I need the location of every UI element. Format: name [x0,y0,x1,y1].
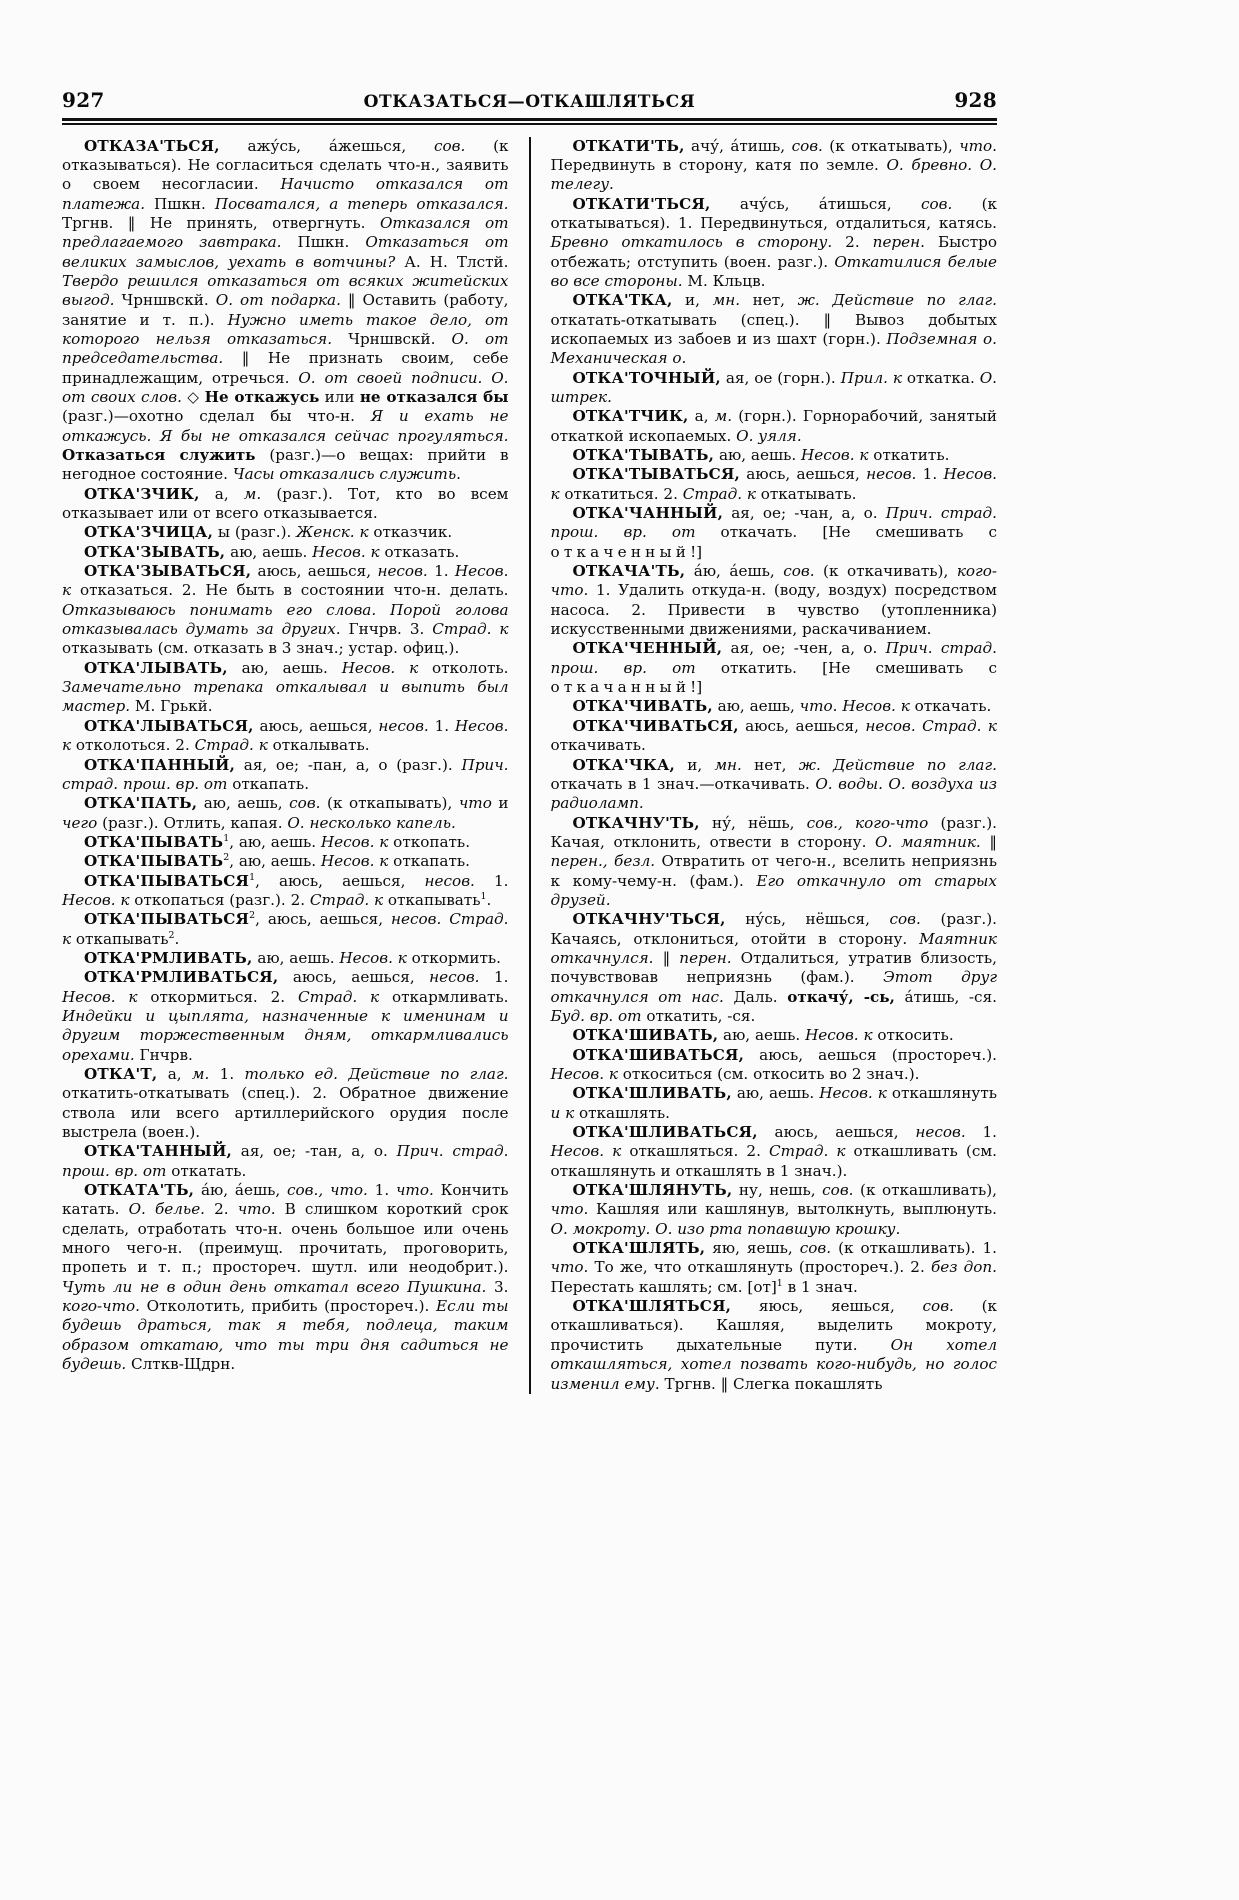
dictionary-entry: ОТКАТИ'ТЬСЯ, ачу́сь, а́тишься, сов. (к откатываться). 1. Передвинуться, отдалиться, катясь. Бревно откатилось в сторону. 2. перен. Быстро отбежать; отступить (воен. разг.). Откатилися белые во все стороны. М. Кльцв. [550,194,997,290]
headword: ОТКАЧНУ'ТЬСЯ, [572,910,726,929]
headword: ОТКАЧНУ'ТЬ, [572,813,700,832]
dictionary-entry: ОТКА'ЧКА, и, мн. нет, ж. Действие по глаг. откачать в 1 знач.—откачивать. О. воды. О. воздуха из радиоламп. [550,755,998,813]
headword: ОТКА'ЗЫВАТЬСЯ, [84,562,252,581]
headword: ОТКА'ТЫВАТЬ, [572,446,715,464]
dictionary-entry: ОТКА'ЧАННЫЙ, ая, ое; -чан, а, о. Прич. страд. прош. вр. от откачать. [Не смешивать с откаченный!] [550,504,997,561]
headword: ОТКА'ШИВАТЬСЯ, [572,1045,745,1064]
dictionary-entry: ОТКАЧНУ'ТЬСЯ, ну́сь, нёшься, сов. (разг.). Качаясь, отклониться, отойти в сторону. Маятник откачнулся. ‖ перен. Отдалиться, утратив близость, почувствовав неприязнь (фам.). Этот друг откачнулся от нас. Даль. откачу́, -сь, а́тишь, -ся. Буд. вр. от откатить, -ся. [550,910,998,1025]
rule-thin [62,123,997,125]
dictionary-entry: ОТКА'ПАТЬ, аю, аешь, сов. (к откапывать), что и чего (разг.). Отлить, капая. О. несколько капель. [62,794,509,832]
dictionary-entry: ОТКАТИ'ТЬ, ачу́, а́тишь, сов. (к откатывать), что. Передвинуть в сторону, катя по земле. О. бревно. О. телегу. [550,136,998,194]
column-left [62,137,529,1394]
headword: ОТКА'ПАТЬ, [84,794,198,813]
letterspaced-note: откачанный [550,678,691,697]
dictionary-entry: ОТКА'ШЛЯТЬ, яю, яешь, сов. (к откашливать). 1. что. То же, что откашлянуть (простореч.). 2. без доп. Перестать кашлять; см. [от]$^1$ в 1 знач. [550,1239,998,1296]
headword: ОТКАЗА'ТЬСЯ, [84,136,220,155]
column-right [541,137,998,1394]
headword: ОТКА'ПЫВАТЬ [84,832,224,851]
folio-left: 927 [62,88,105,112]
header-rule [62,118,997,125]
dictionary-entry: ОТКА'ШЛИВАТЬ, аю, аешь. Несов. к откашлянуть и к откашлять. [550,1084,997,1122]
headword: ОТКА'ЗЫВАТЬ, [84,542,226,561]
headword: ОТКА'ТЧИК, [572,407,689,426]
headword: ОТКАТИ'ТЬСЯ, [572,194,711,213]
dictionary-entry: ОТКА'Т, а, м. 1. только ед. Действие по глаг. откатить-откатывать (спец.). 2. Обратное движение ствола или всего артиллерийского орудия после выстрела (воен.). [62,1065,509,1142]
dictionary-entry: ОТКА'ЗЫВАТЬ, аю, аешь. Несов. к отказать. [84,542,460,561]
headword: ОТКА'ТКА, [572,291,673,310]
headword: ОТКА'ПЫВАТЬСЯ [84,871,250,890]
headword: ОТКА'ШЛИВАТЬ, [572,1084,732,1103]
page-sheet [62,88,997,1394]
dictionary-entry: ОТКА'ТОЧНЫЙ, ая, ое (горн.). Прил. к откатка. О. штрек. [550,368,997,406]
dictionary-entry: ОТКАЧА'ТЬ, а́ю, а́ешь, сов. (к откачивать), кого-что. 1. Удалить откуда-н. (воду, воздух) посредством насоса. 2. Привести в чувство (утопленника) искусственными движениями, раскачиванием. [550,562,997,639]
dictionary-entry: ОТКА'ТЫВАТЬ, аю, аешь. Несов. к откатить. [572,446,950,464]
text-columns [62,137,997,1394]
headword: ОТКА'ТЫВАТЬСЯ, [572,465,741,484]
inflection-headword: откачу́, -сь, [787,987,895,1006]
column-divider [529,137,531,1394]
dictionary-entry: ОТКА'ЧИВАТЬСЯ, аюсь, аешься, несов. Страд. к откачивать. [550,716,997,755]
dictionary-entry: ОТКА'ЛЫВАТЬ, аю, аешь. Несов. к отколоть. Замечательно трепака откалывал и выпить был мастер. М. Грькй. [62,658,509,716]
dictionary-entry: ОТКА'ЗЧИК, а, м. (разг.). Тот, кто во всем отказывает или от всего отказывается. [62,484,509,523]
dictionary-entry: ОТКА'ТЫВАТЬСЯ, аюсь, аешься, несов. 1. Несов. к откатиться. 2. Страд. к откатывать. [550,465,997,503]
headword: ОТКАТА'ТЬ, [84,1181,195,1200]
homonym-index: 1 [249,871,256,883]
headword: ОТКА'ЗЧИЦА, [84,523,214,542]
homonym-index: 1 [480,890,487,902]
headword: ОТКА'ПЫВАТЬ [84,852,224,871]
dictionary-entry: ОТКА'ШЛИВАТЬСЯ, аюсь, аешься, несов. 1. Несов. к откашляться. 2. Страд. к откашливать (см. откашлянуть и откашлять в 1 знач.). [550,1123,997,1180]
headword: ОТКА'ШИВАТЬ, [572,1026,719,1045]
dictionary-entry: ОТКА'ЗЧИЦА, ы (разг.). Женск. к отказчик. [84,523,453,542]
homonym-index: 2 [168,929,175,941]
running-head-title: ОТКАЗАТЬСЯ—ОТКАШЛЯТЬСЯ [363,92,696,112]
dictionary-entry: ОТКА'РМЛИВАТЬСЯ, аюсь, аешься, несов. 1. Несов. к откормиться. 2. Страд. к откармливать. Индейки и цыплята, назначенные к именинам и другим торжественным дням, откармливались орехами. Гнчрв. [62,968,509,1064]
idiom-diamond-icon: ◇ [181,387,205,406]
headword: ОТКА'ЧКА, [572,755,676,774]
homonym-index: 2 [223,852,230,864]
headword: ОТКА'ШЛЯТЬСЯ, [572,1297,732,1316]
dictionary-entry: ОТКА'ПЫВАТЬСЯ$^1$, аюсь, аешься, несов. 1. Несов. к откопаться (разг.). 2. Страд. к откапывать$^1$. [62,871,509,909]
headword: ОТКА'ПАННЫЙ, [84,755,236,774]
dictionary-entry: ОТКА'ШИВАТЬСЯ, аюсь, аешься (простореч.). Несов. к откоситься (см. откосить во 2 знач.). [550,1045,997,1083]
dictionary-entry: ОТКА'ПЫВАТЬСЯ$^2$, аюсь, аешься, несов. Страд. к откапывать$^2$. [62,910,509,948]
headword: ОТКА'ШЛИВАТЬСЯ, [572,1123,758,1142]
headword: ОТКА'ШЛЯНУТЬ, [572,1181,733,1200]
headword: ОТКА'РМЛИВАТЬСЯ, [84,968,279,987]
dictionary-entry: ОТКА'ШЛЯТЬСЯ, яюсь, яешься, сов. (к откашливаться). Кашляя, выделить мокроту, прочистить дыхательные пути. Он хотел откашляться, хотел позвать кого-нибудь, но голос изменил ему. Тргнв. ‖ Слегка покашлять [550,1297,997,1393]
headword: ОТКА'Т, [84,1065,158,1083]
headword: ОТКА'ТАННЫЙ, [84,1142,233,1161]
dictionary-entry: ОТКА'РМЛИВАТЬ, аю, аешь. Несов. к откормить. [84,948,501,967]
letterspaced-note: откаченный [550,542,691,561]
headword: ОТКА'ЛЫВАТЬ, [84,658,228,677]
headword: ОТКА'ЗЧИК, [84,484,200,503]
dictionary-entry: ОТКА'ЛЫВАТЬСЯ, аюсь, аешься, несов. 1. Несов. к отколоться. 2. Страд. к откалывать. [62,716,509,755]
dictionary-entry: ОТКА'ШИВАТЬ, аю, аешь. Несов. к откосить. [572,1026,954,1045]
dictionary-entry: ОТКАЗА'ТЬСЯ, ажу́сь, а́жешься, сов. (к отказываться). Не согласиться сделать что-н., заявить о своем несогласии. Начисто отказался от платежа. Пшкн. Посватался, а теперь отказался. Тргнв. ‖ Не принять, отвергнуть. Отказался от предлагаемого завтрака. Пшкн. Отказаться от великих замыслов, уехать в вотчины? А. Н. Тлстй. Твердо решился отказаться от всяких житейских выгод. Чрншвскй. О. от подарка. ‖ Оставить (работу, занятие и т. п.). Нужно иметь такое дело, от которого нельзя отказаться. Чрншвскй. О. от председательства. ‖ Не признать своим, себе принадлежащим, отречься. О. от своей подписи. О. от своих слов. ◇ Не откажусь или не отказался бы (разг.)—охотно сделал бы что-н. Я и ехать не откажусь. Я бы не отказался сейчас прогуляться. Отказаться служить (разг.)—о вещах: прийти в негодное состояние. Часы отказались служить. [62,136,509,484]
dictionary-entry: ОТКА'ЧИВАТЬ, аю, аешь, что. Несов. к откачать. [572,697,992,716]
dictionary-entry: ОТКА'ТЧИК, а, м. (горн.). Горнорабочий, занятый откаткой ископаемых. О. уяля. [550,407,997,445]
dictionary-entry: ОТКА'ПАННЫЙ, ая, ое; -пан, а, о (разг.). Прич. страд. прош. вр. от откапать. [62,755,509,793]
headword: ОТКА'РМЛИВАТЬ, [84,948,253,967]
dictionary-entry: ОТКАЧНУ'ТЬ, ну́, нёшь, сов., кого-что (разг.). Качая, отклонить, отвести в сторону. О. маятник. ‖ перен., безл. Отвратить от чего-н., вселить неприязнь к кому-чему-н. (фам.). Его откачнуло от старых друзей. [550,813,997,909]
running-head [62,88,997,118]
headword: ОТКА'ЧИВАТЬ, [572,697,713,716]
headword: ОТКА'ШЛЯТЬ, [572,1239,706,1258]
headword: ОТКА'ЧИВАТЬСЯ, [572,716,739,735]
headword: ОТКА'ЧЕННЫЙ, [572,639,723,658]
headword: ОТКА'ТОЧНЫЙ, [572,368,721,387]
folio-right: 928 [954,88,997,112]
dictionary-entry: ОТКАТА'ТЬ, а́ю, а́ешь, сов., что. 1. что. Кончить катать. О. белье. 2. что. В слишком короткий срок сделать, отработать что-н. очень большое или очень много чего-н. (преимущ. прочитать, проговорить, пропеть и т. п.; простореч. шутл. или неодобрит.). Чуть ли не в один день откатал всего Пушкина. 3. кого-что. Отколотить, прибить (простореч.). Если ты будешь драться, так я тебя, подлеца, таким образом откатаю, что ты три дня садиться не будешь. Слткв-Щдрн. [62,1181,509,1374]
dictionary-entry: ОТКА'ПЫВАТЬ$^2$, аю, аешь. Несов. к откапать. [84,852,470,871]
headword: ОТКАТИ'ТЬ, [572,136,685,155]
dictionary-entry: ОТКА'ТАННЫЙ, ая, ое; -тан, а, о. Прич. страд. прош. вр. от откатать. [62,1142,509,1180]
dictionary-entry: ОТКА'ТКА, и, мн. нет, ж. Действие по глаг. откатать-откатывать (спец.). ‖ Вывоз добытых ископаемых из забоев и из шахт (горн.). Подземная о. Механическая о. [550,291,997,368]
homonym-index: 1 [223,832,230,844]
homonym-index: 1 [776,1277,783,1289]
headword: ОТКА'ЧАННЫЙ, [572,504,724,523]
headword: ОТКА'ЛЫВАТЬСЯ, [84,716,254,735]
dictionary-entry: ОТКА'ПЫВАТЬ$^1$, аю, аешь. Несов. к откопать. [84,832,471,851]
dictionary-entry: ОТКА'ЧЕННЫЙ, ая, ое; -чен, а, о. Прич. страд. прош. вр. от откатить. [Не смешивать с откачанный!] [550,639,998,697]
headword: ОТКАЧА'ТЬ, [572,562,686,581]
homonym-index: 2 [249,910,256,922]
dictionary-entry: ОТКА'ШЛЯНУТЬ, ну, нешь, сов. (к откашливать), что. Кашляя или кашлянув, вытолкнуть, выплюнуть. О. мокроту. О. изо рта попавшую крошку. [550,1181,997,1238]
dictionary-entry: ОТКА'ЗЫВАТЬСЯ, аюсь, аешься, несов. 1. Несов. к отказаться. 2. Не быть в состоянии что-н. делать. Отказываюсь понимать его слова. Порой голова отказывалась думать за других. Гнчрв. 3. Страд. к отказывать (см. отказать в 3 знач.; устар. офиц.). [62,562,509,658]
headword: ОТКА'ПЫВАТЬСЯ [84,910,250,929]
